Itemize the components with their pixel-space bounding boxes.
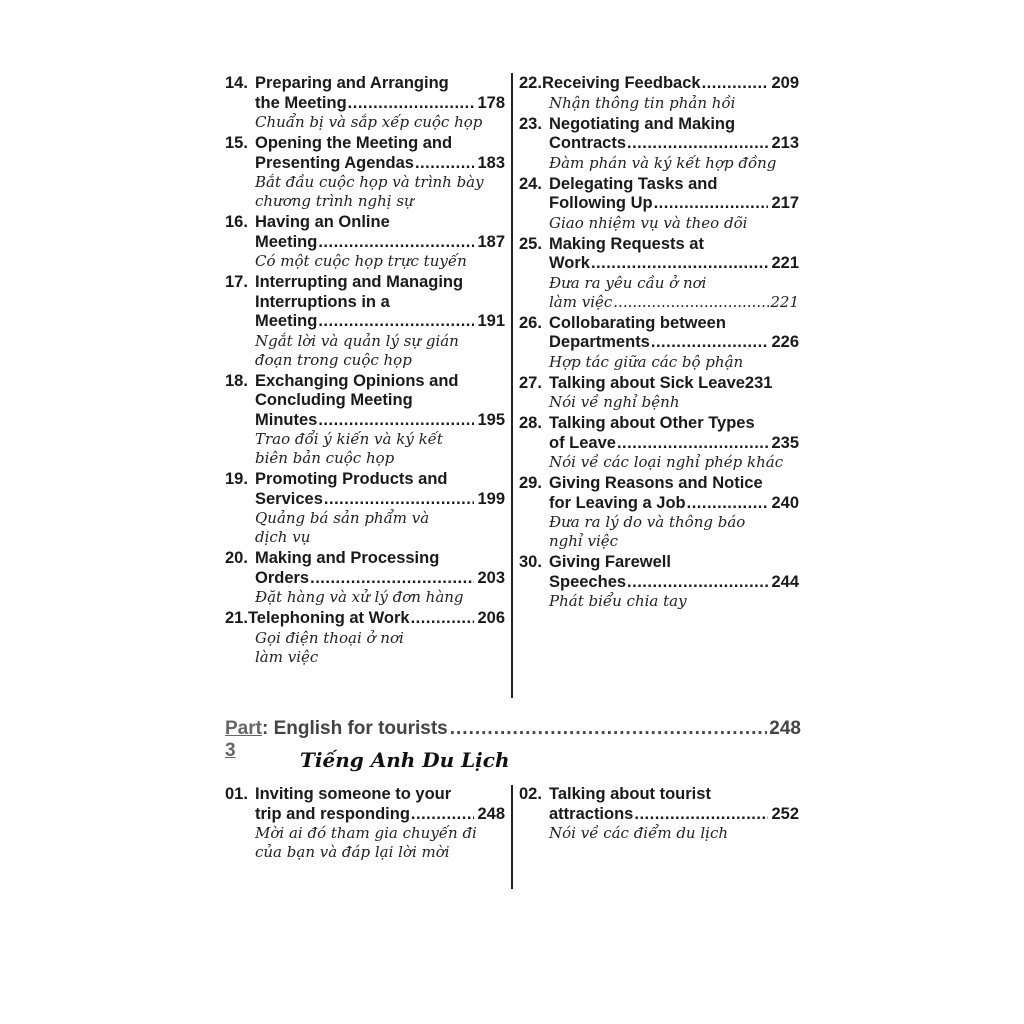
entry-lead-line — [225, 94, 505, 114]
entry-title-text: Departments — [549, 333, 650, 351]
entry-number: 16. — [225, 213, 248, 231]
toc-entry[interactable] — [225, 134, 505, 211]
entry-number: 17. — [225, 273, 248, 291]
entry-number: 14. — [225, 74, 248, 92]
entry-translation: chương trình nghị sự — [255, 192, 414, 210]
entry-translation: Hợp tác giữa các bộ phận — [549, 352, 744, 371]
toc-entry[interactable] — [519, 553, 799, 611]
entry-lead-line — [519, 805, 799, 825]
page-number: 221 — [771, 254, 799, 272]
entry-title-line — [519, 175, 799, 195]
entry-title-line — [225, 372, 505, 392]
entry-lead-line — [519, 573, 799, 593]
page-number: 206 — [477, 609, 505, 627]
entry-number: 26. — [519, 313, 542, 332]
entry-number: 24. — [519, 174, 542, 193]
entry-translation: làm việc — [255, 647, 319, 666]
entry-translation: Đàm phán và ký kết hợp đồng — [549, 153, 777, 172]
entry-translation: Có một cuộc họp trực tuyến — [255, 252, 467, 270]
entry-translation: Chuẩn bị và sắp xếp cuộc họp — [255, 113, 483, 131]
entry-title-text: Making Requests at — [549, 234, 704, 253]
entry-lead-line — [225, 411, 505, 431]
toc-column-right — [519, 74, 799, 613]
entry-title-text: Orders — [255, 568, 310, 587]
entry-title-line — [225, 74, 505, 94]
translation-text: làm việc — [549, 292, 613, 311]
entry-title-line — [225, 549, 505, 569]
entry-translation: Giao nhiệm vụ và theo dõi — [549, 213, 748, 232]
entry-title-text: Minutes — [255, 410, 318, 429]
entry-translation: Nói về nghỉ bệnh — [549, 393, 680, 411]
page-number: 213 — [771, 134, 799, 152]
entry-translation: Ngắt lời và quản lý sự gián — [255, 331, 459, 350]
entry-title-text: for Leaving a Job — [549, 493, 686, 512]
toc-entry[interactable] — [225, 609, 505, 667]
entry-title-text: Interrupting and Managing — [255, 273, 464, 291]
part-label: Part 3 — [225, 718, 262, 761]
dot-leader — [318, 233, 474, 253]
dot-leader — [687, 494, 769, 514]
toc-entry[interactable] — [225, 74, 505, 132]
entry-title-text: the Meeting — [255, 93, 347, 112]
dot-leader — [348, 94, 475, 114]
toc-entry[interactable] — [519, 235, 799, 312]
entry-title-line — [225, 213, 505, 233]
toc-entry[interactable] — [519, 314, 799, 372]
entry-title-text: Presenting Agendas — [255, 153, 414, 172]
entry-title-text: Following Up — [549, 194, 653, 212]
entry-lead-line — [225, 609, 505, 629]
toc-entry[interactable] — [225, 213, 505, 271]
page-number: 195 — [477, 410, 505, 429]
page-number: 221 — [770, 292, 799, 311]
entry-title-text: Meeting — [255, 312, 318, 330]
page-number: 248 — [477, 804, 505, 823]
entry-title-text: trip and responding — [255, 804, 410, 823]
page-number: 191 — [477, 312, 505, 330]
entry-lead-line — [225, 805, 505, 825]
entry-title-text: Opening the Meeting and — [255, 134, 453, 152]
entry-lead-line — [519, 74, 799, 94]
page-number: 183 — [477, 153, 505, 172]
entry-number: 29. — [519, 474, 542, 492]
dot-leader — [411, 805, 475, 825]
part-page-number: 248 — [769, 718, 801, 739]
toc-entry[interactable] — [225, 549, 505, 607]
entry-number: 28. — [519, 414, 542, 432]
entry-translation: Quảng bá sản phẩm và — [255, 509, 430, 527]
entry-title-text: Giving Reasons and Notice — [549, 474, 763, 492]
entry-title-text: Exchanging Opinions and — [255, 371, 459, 390]
entry-title-line — [519, 414, 799, 434]
entry-translation: đoạn trong cuộc họp — [255, 350, 412, 369]
entry-title-text: Talking about tourist — [549, 785, 711, 803]
page-number: 199 — [477, 489, 505, 508]
page-number: 231 — [744, 373, 773, 392]
toc-entry[interactable] — [519, 414, 799, 472]
entry-title-line — [225, 470, 505, 490]
entry-lead-line — [519, 333, 799, 353]
dot-leader — [411, 609, 475, 629]
entry-number: 27. — [519, 373, 542, 392]
entry-title-line — [225, 785, 505, 805]
entry-title-line — [519, 553, 799, 573]
entry-lead-line — [519, 494, 799, 514]
dot-leader — [318, 411, 474, 431]
entry-number: 02. — [519, 785, 542, 803]
entry-translation: Gọi điện thoại ở nơi — [255, 628, 404, 647]
dot-leader — [310, 569, 474, 589]
page-number: 244 — [771, 572, 799, 591]
entry-translation: Nói về các điểm du lịch — [549, 824, 729, 842]
entry-title-text: Work — [549, 254, 590, 272]
part-subtitle: Tiếng Anh Du Lịch — [300, 748, 510, 772]
entry-title-text: Preparing and Arranging — [255, 74, 449, 92]
page-number: 252 — [771, 804, 799, 823]
entry-translation — [519, 293, 799, 312]
entry-title-text: Delegating Tasks and — [549, 174, 718, 193]
entry-lead-line — [225, 233, 505, 253]
entry-lead-line — [225, 490, 505, 510]
entry-number: 23. — [519, 114, 542, 133]
entry-lead-line — [519, 374, 799, 394]
dot-leader — [634, 805, 768, 825]
toc-entry[interactable] — [519, 175, 799, 233]
entry-title-text: attractions — [549, 804, 634, 823]
entry-number: 21. — [225, 609, 248, 627]
dot-leader — [450, 718, 768, 740]
entry-title-line — [225, 293, 505, 313]
dot-leader — [415, 154, 475, 174]
entry-lead-line — [225, 312, 505, 332]
page-number: 235 — [771, 433, 799, 452]
dot-leader — [651, 333, 769, 353]
toc-column-right-part3 — [519, 785, 799, 845]
dot-leader — [613, 293, 769, 312]
entry-translation: Nói về các loại nghỉ phép khác — [549, 453, 784, 471]
page-number: 209 — [771, 74, 799, 92]
entry-title-line — [519, 314, 799, 334]
entry-number: 30. — [519, 553, 542, 571]
toc-entry[interactable] — [225, 785, 505, 862]
dot-leader — [617, 434, 769, 454]
dot-leader — [702, 74, 769, 94]
toc-column-left-part3 — [225, 785, 505, 864]
entry-lead-line — [519, 194, 799, 214]
entry-translation: Đưa ra lý do và thông báo — [549, 513, 746, 531]
column-divider — [511, 785, 513, 889]
entry-translation: dịch vụ — [255, 528, 311, 546]
entry-number: 22. — [519, 74, 542, 92]
column-divider — [511, 73, 513, 698]
entry-lead-line — [519, 254, 799, 274]
toc-entry[interactable] — [519, 115, 799, 173]
entry-title-text: Talking about Sick Leave — [549, 373, 745, 392]
entry-translation: Trao đổi ý kiến và ký kết — [255, 430, 443, 448]
dot-leader — [324, 490, 475, 510]
entry-title-line — [225, 134, 505, 154]
entry-title-text: Concluding Meeting — [255, 391, 413, 409]
page-number: 240 — [771, 493, 799, 512]
part-title: : English for tourists — [261, 718, 448, 739]
entry-title-text: Collobarating between — [549, 313, 726, 332]
entry-title-line — [519, 474, 799, 494]
entry-translation: Đưa ra yêu cầu ở nơi — [549, 273, 707, 292]
entry-title-text: Receiving Feedback — [541, 74, 701, 92]
entry-translation: Nhận thông tin phản hồi — [549, 93, 736, 112]
page-number: 178 — [477, 93, 505, 112]
dot-leader — [627, 134, 768, 154]
entry-title-text: Inviting someone to your — [255, 785, 452, 803]
dot-leader — [627, 573, 768, 593]
entry-number: 20. — [225, 549, 248, 567]
entry-title-line — [519, 115, 799, 135]
toc-entry[interactable] — [519, 374, 799, 413]
toc-entry[interactable] — [519, 474, 799, 551]
entry-title-text: Meeting — [255, 232, 318, 251]
entry-title-line — [519, 235, 799, 255]
page-number: 217 — [771, 194, 799, 212]
entry-title-line — [225, 391, 505, 411]
entry-title-text: Speeches — [549, 572, 627, 591]
entry-translation: Bắt đầu cuộc họp và trình bày — [255, 173, 484, 191]
entry-translation: của bạn và đáp lại lời mời — [255, 843, 450, 861]
toc-entry[interactable] — [225, 372, 505, 469]
page-number: 187 — [477, 232, 505, 251]
entry-title-text: of Leave — [549, 433, 616, 452]
entry-number: 19. — [225, 470, 248, 488]
toc-entry[interactable] — [225, 470, 505, 547]
entry-translation: biên bản cuộc họp — [255, 449, 395, 467]
entry-title-text: Services — [255, 489, 323, 508]
entry-translation: nghỉ việc — [549, 532, 619, 550]
entry-title-line — [519, 785, 799, 805]
entry-title-text: Negotiating and Making — [549, 114, 736, 133]
entry-number: 25. — [519, 234, 542, 253]
page-number: 226 — [771, 333, 799, 351]
entry-title-text: Interruptions in a — [255, 292, 390, 311]
entry-lead-line — [225, 569, 505, 589]
entry-lead-line — [225, 154, 505, 174]
toc-entry[interactable] — [519, 785, 799, 843]
entry-title-text: Having an Online — [255, 213, 390, 231]
entry-lead-line — [519, 134, 799, 154]
entry-number: 18. — [225, 371, 248, 390]
entry-number: 15. — [225, 134, 248, 152]
entry-title-text: Making and Processing — [255, 549, 440, 567]
entry-translation: Đặt hàng và xử lý đơn hàng — [255, 588, 464, 606]
entry-translation: Phát biểu chia tay — [549, 592, 687, 610]
entry-title-text: Giving Farewell — [549, 553, 671, 571]
toc-entry[interactable] — [519, 74, 799, 113]
entry-title-text: Promoting Products and — [255, 470, 448, 488]
entry-number: 01. — [225, 785, 248, 803]
entry-lead-line — [519, 434, 799, 454]
entry-title-text: Contracts — [549, 134, 627, 152]
toc-column-left — [225, 74, 505, 669]
dot-leader — [591, 254, 769, 274]
entry-title-line — [225, 273, 505, 293]
entry-title-text: Telephoning at Work — [247, 609, 410, 627]
entry-title-text: Talking about Other Types — [549, 414, 755, 432]
page-number: 203 — [477, 568, 505, 587]
dot-leader — [654, 194, 769, 214]
entry-translation: Mời ai đó tham gia chuyến đi — [255, 824, 477, 842]
toc-entry[interactable] — [225, 273, 505, 370]
dot-leader — [318, 312, 474, 332]
